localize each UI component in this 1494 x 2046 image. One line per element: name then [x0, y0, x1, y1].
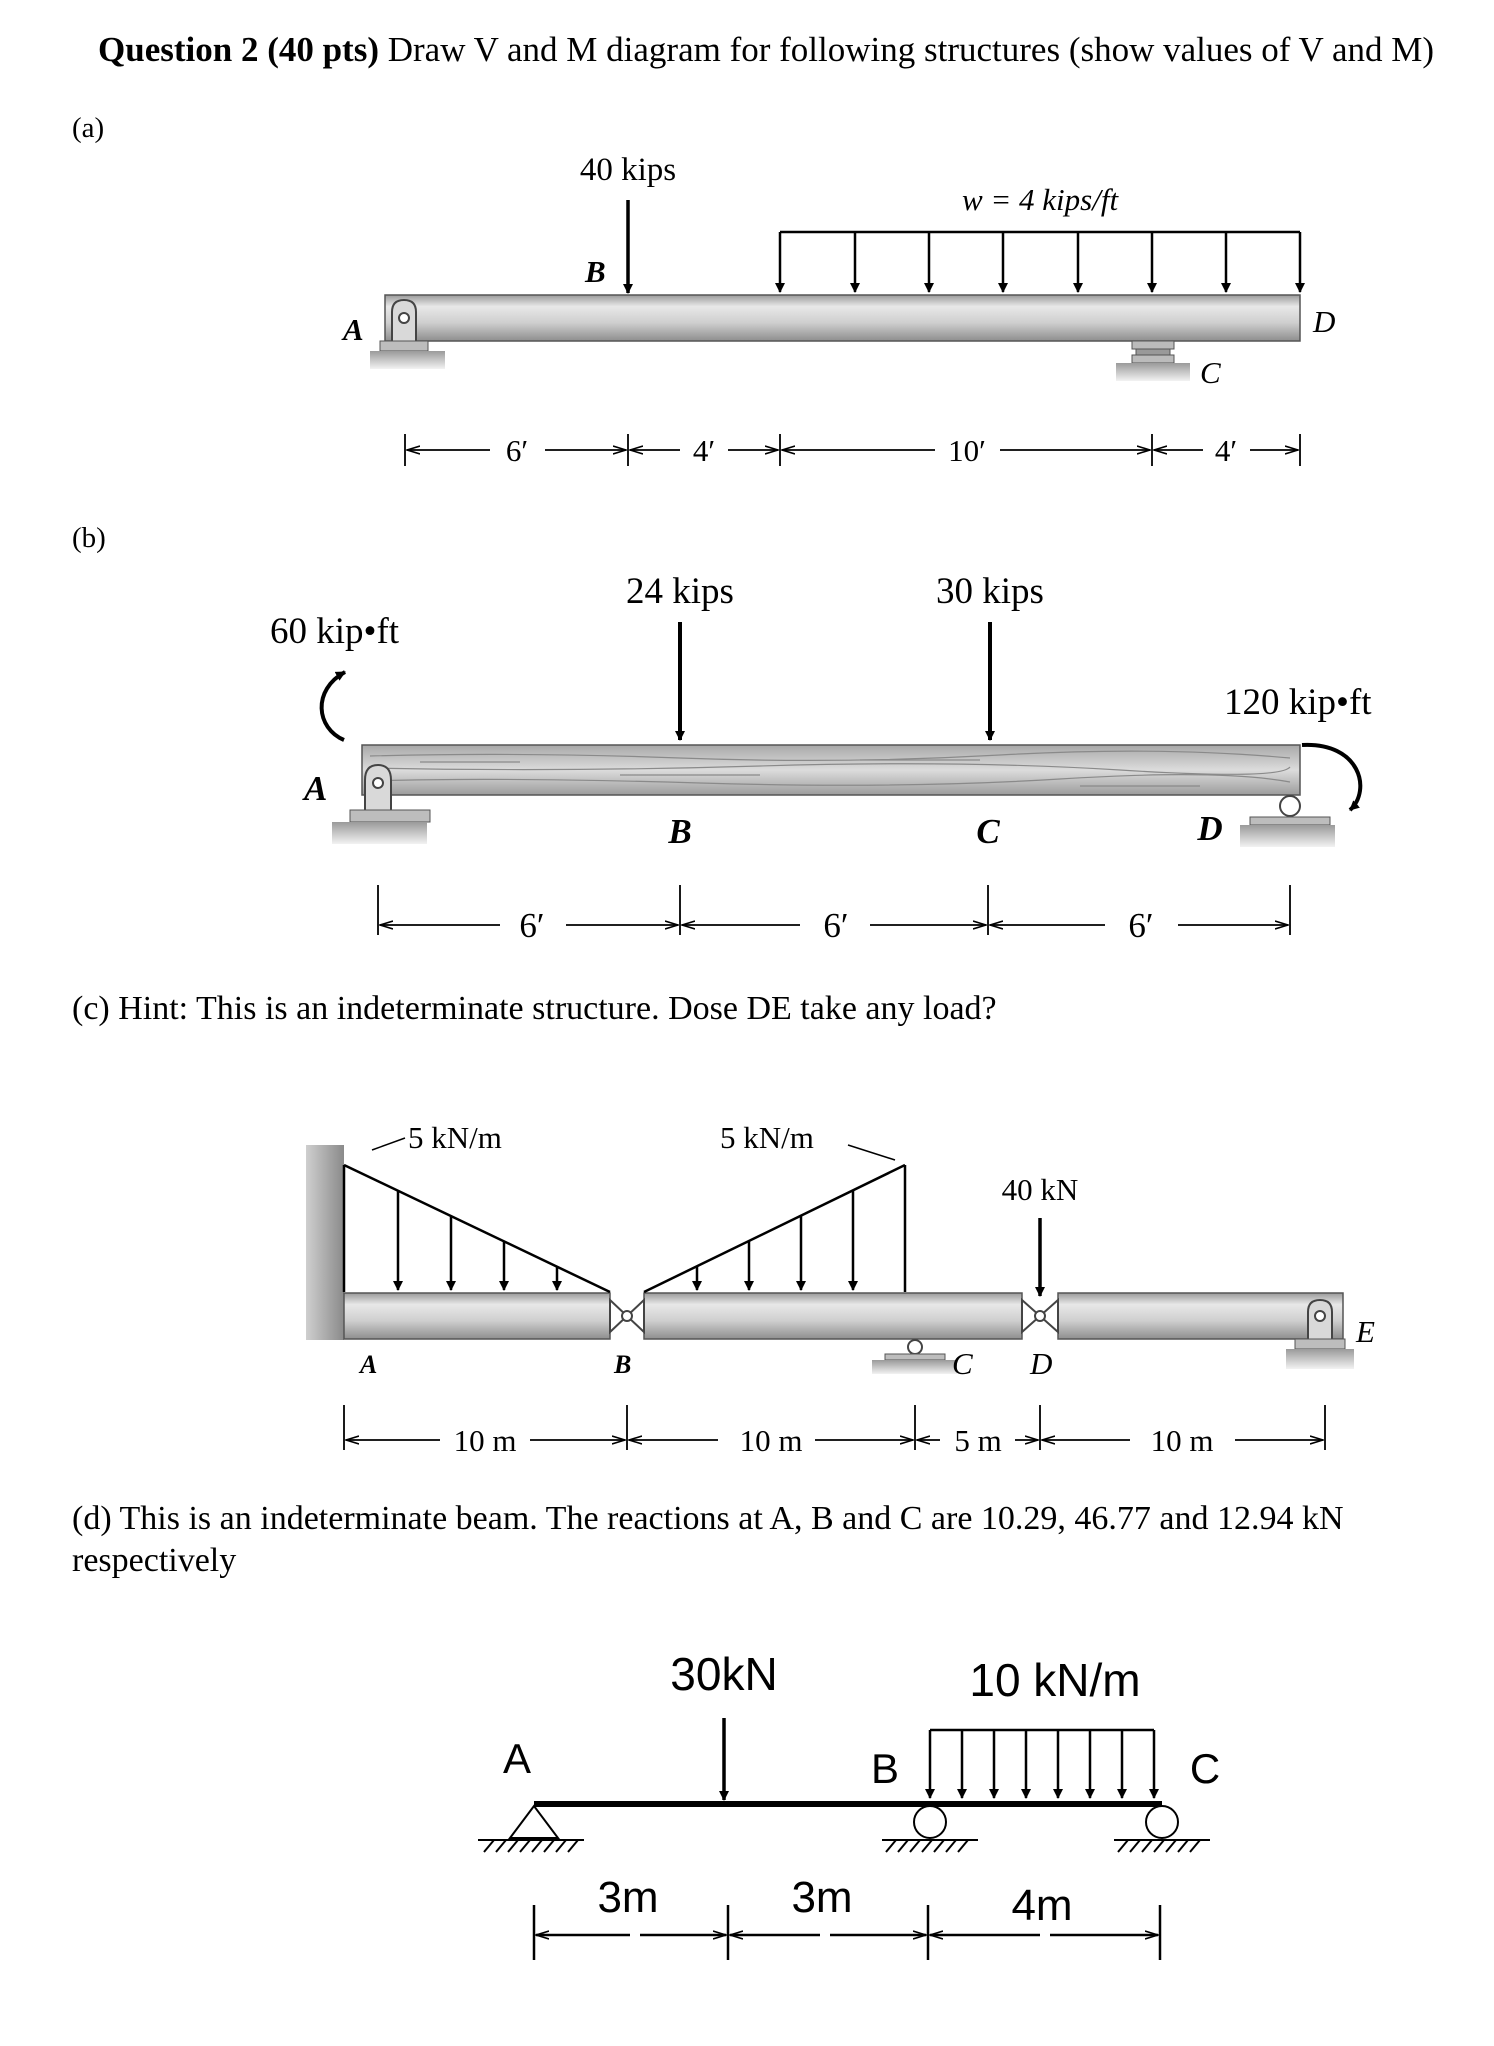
part-b-label: (b) [72, 522, 106, 554]
pin-support-a [478, 1806, 584, 1852]
dim-a-2: 4′ [692, 433, 716, 468]
point-a-label: A [343, 312, 364, 347]
question-text: Draw V and M diagram for following structures (show values of V and M) [387, 30, 1435, 69]
diagram-c [306, 1120, 1375, 1458]
hinge-d [1022, 1300, 1058, 1332]
moment-label-left: 60 kip•ft [270, 611, 400, 652]
point-b-label: B [614, 1350, 632, 1379]
dim-c-2: 10 m [739, 1423, 803, 1458]
leader-line-mid [848, 1145, 895, 1160]
dimension-line-a [405, 434, 1300, 466]
moment-arrow-left [322, 672, 345, 740]
point-b-label: B [668, 812, 692, 851]
load-label-30kips: 30 kips [936, 571, 1044, 612]
dim-a-3: 10′ [948, 433, 986, 468]
moment-arrow-right [1302, 745, 1360, 810]
beam-a [385, 295, 1300, 341]
dim-b-2: 6′ [823, 906, 849, 945]
roller-support-b [882, 1806, 978, 1852]
dim-b-1: 6′ [519, 906, 545, 945]
beam-bd [644, 1293, 1022, 1339]
point-c-label: C [976, 812, 1000, 851]
dim-c-3: 5 m [954, 1423, 1002, 1458]
point-a-label: A [502, 1735, 532, 1782]
point-d-label: D [1313, 304, 1336, 339]
part-d-text-line2: respectively [72, 1542, 237, 1579]
moment-label-right: 120 kip•ft [1224, 682, 1372, 723]
leader-line-left [372, 1138, 405, 1150]
point-c-label: C [952, 1346, 973, 1381]
load-label-30kn: 30kN [670, 1648, 778, 1700]
load-label-40kn: 40 kN [1001, 1172, 1079, 1207]
beam-ab [344, 1293, 610, 1339]
distributed-load-d [930, 1730, 1154, 1798]
load-label-40kips: 40 kips [579, 152, 677, 188]
dim-a-4: 4′ [1214, 433, 1238, 468]
point-c-label: C [1189, 1745, 1221, 1792]
triangular-load-bc [644, 1165, 905, 1292]
load-label-left: 5 kN/m [408, 1120, 502, 1155]
question-label: Question 2 (40 pts) [98, 30, 379, 69]
dim-c-1: 10 m [453, 1423, 517, 1458]
roller-support-c [872, 1340, 957, 1374]
dim-c-4: 10 m [1150, 1423, 1214, 1458]
point-d-label: D [1030, 1346, 1053, 1381]
dim-a-1: 6′ [505, 433, 529, 468]
part-c-hint: (c) Hint: This is an indeterminate structure. Dose DE take any load? [72, 990, 997, 1027]
point-a-label: A [304, 769, 328, 808]
diagram-b [270, 571, 1372, 945]
roller-support-d [1240, 796, 1335, 847]
point-b-label: B [585, 254, 606, 289]
fixed-wall-a [306, 1145, 344, 1340]
point-e-label: E [1356, 1314, 1375, 1349]
part-d-text-line1: (d) This is an indeterminate beam. The reactions at A, B and C are 10.29, 46.77 and 12.94 kN [72, 1500, 1344, 1537]
load-label-10knm: 10 kN/m [969, 1654, 1141, 1706]
dim-d-1: 3m [597, 1873, 659, 1922]
load-label-24kips: 24 kips [626, 571, 734, 612]
part-a-label: (a) [72, 112, 105, 144]
distributed-load-a [780, 232, 1300, 292]
load-label-w: w = 4 kips/ft [961, 182, 1119, 217]
dim-d-2: 3m [791, 1873, 853, 1922]
hinge-b [610, 1300, 644, 1332]
roller-support-c [1116, 341, 1190, 381]
diagram-a [341, 152, 1335, 468]
point-c-label: C [1200, 355, 1221, 390]
diagram-d [478, 1648, 1220, 1960]
beam-de [1058, 1293, 1343, 1339]
dim-d-3: 4m [1011, 1881, 1073, 1930]
triangular-load-ab [344, 1165, 610, 1292]
point-b-label: B [870, 1745, 900, 1792]
point-a-label: A [360, 1350, 378, 1379]
load-label-mid: 5 kN/m [720, 1120, 814, 1155]
roller-support-c [1114, 1806, 1210, 1852]
dim-b-3: 6′ [1128, 906, 1154, 945]
point-d-label: D [1197, 809, 1223, 848]
